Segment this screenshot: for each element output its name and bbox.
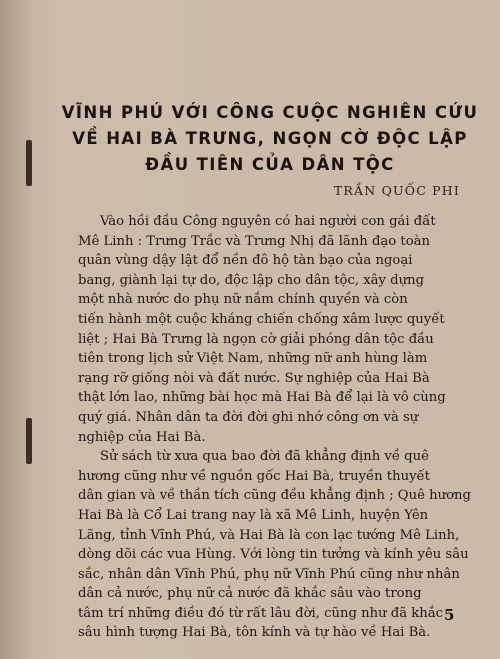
title-line: ĐẦU TIÊN CỦA DÂN TỘC [145,155,395,174]
body-line: bang, giành lại tự do, độc lập cho dân tộc, xây dựng [78,272,425,288]
body-line: tiến hành một cuộc kháng chiến chống xâm lược quyết [78,311,445,327]
body-line: Lãng, tỉnh Vĩnh Phú, và Hai Bà là con lạc tướng Mê Linh, [78,527,460,543]
body-line: tâm trí những điều đó từ rất lâu đời, cũng như đã khắc [78,605,444,621]
body-line: liệt ; Hai Bà Trưng là ngọn cờ giải phóng dân tộc đầu [78,331,434,347]
body-line: Mê Linh : Trưng Trắc và Trưng Nhị đã lãnh đạo toàn [78,233,430,249]
body-line: dân gian và về thần tích cũng đều khẳng định ; Quê hương [78,488,471,504]
title-line: VỀ HAI BÀ TRƯNG, NGỌN CỜ ĐỘC LẬP [72,129,468,148]
body-line: tiên trong lịch sử Việt Nam, những nữ anh hùng làm [78,351,428,367]
article-author: TRẦN QUỐC PHI [333,183,460,198]
body-line: nghiệp của Hai Bà. [78,429,206,445]
body-line: dân cả nước, phụ nữ cả nước đã khắc sâu vào trong [78,586,422,602]
body-line: Hai Bà là Cổ Lai trang nay là xã Mê Linh, huyện Yên [78,507,429,523]
body-line: rạng rỡ giống nòi và đất nước. Sự nghiệp của Hai Bà [78,370,430,386]
body-line: một nhà nước do phụ nữ nắm chính quyền và còn [78,292,408,308]
body-line: sắc, nhân dân Vĩnh Phú, phụ nữ Vĩnh Phú cũng như nhân [78,566,460,582]
page-binding-edge [0,0,34,659]
page-number: 5 [444,606,455,624]
article-title [60,100,480,178]
body-line: Sử sách từ xưa qua bao đời đã khẳng định về quê [100,449,429,465]
staple-top [26,140,32,186]
body-line: quý giá. Nhân dân ta đời đời ghi nhớ công ơn và sự [78,409,419,425]
body-line: sâu hình tượng Hai Bà, tôn kính và tự hào về Hai Bà. [78,625,431,641]
body-line: thật lớn lao, những bài học mà Hai Bà để lại là vô cùng [78,390,446,406]
body-line: hương cũng như về nguồn gốc Hai Bà, truyền thuyết [78,468,430,484]
body-line: quân vùng dậy lật đổ nền đô hộ tàn bạo của ngoại [78,253,413,269]
body-line: dòng dõi các vua Hùng. Với lòng tin tưởng và kính yêu sâu [78,547,469,563]
article-body [78,212,478,643]
staple-bottom [26,418,32,464]
body-line: Vào hồi đầu Công nguyên có hai người con gái đất [100,214,436,229]
title-line: VĨNH PHÚ VỚI CÔNG CUỘC NGHIÊN CỨU [61,103,479,122]
